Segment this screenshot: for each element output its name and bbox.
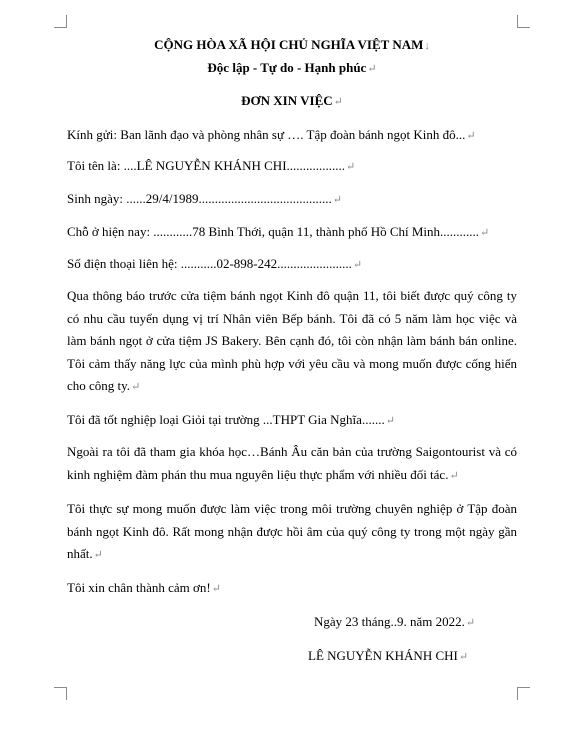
intro-paragraph — [67, 285, 517, 399]
thanks-text: Tôi xin chân thành cảm ơn! — [67, 580, 211, 595]
paragraph-mark: ↵ — [352, 259, 363, 271]
signature-line — [308, 648, 488, 665]
motto: Độc lập - Tự do - Hạnh phúc — [207, 60, 367, 75]
paragraph-mark: ↵ — [333, 96, 343, 108]
paragraph-mark: ↵ — [458, 651, 469, 663]
recipient-text: Kính gửi: Ban lãnh đạo và phòng nhân sự …. Tập đoàn bánh ngọt Kinh đô... — [67, 127, 466, 142]
phone-text: Số điện thoại liên hệ: ...........02-898-242....................... — [67, 256, 352, 271]
national-title: CỘNG HÒA XÃ HỘI CHỦ NGHĨA VIỆT NAM — [154, 37, 424, 52]
dob-line — [67, 191, 517, 208]
paragraph-mark: ↵ — [465, 617, 476, 629]
intro-text: Qua thông báo trước cửa tiệm bánh ngọt Kinh đô quận 11, tôi biết được quý công ty có nhu cầu tuyển dụng vị trí Nhân viên Bếp bánh. Tôi đã có 5 năm làm học việc và làm bánh ngọt ở cửa tiệm JS Bakery. Bên cạnh đó, tôi còn nhận làm bánh bán online. Tôi cảm thấy năng lực của mình phù hợp với yêu cầu và mong muốn được cống hiến cho công ty. — [67, 288, 517, 393]
name-text: Tôi tên là: ....LÊ NGUYỄN KHÁNH CHI.................. — [67, 158, 346, 173]
signature-name: LÊ NGUYỄN KHÁNH CHI — [308, 648, 458, 663]
wish-paragraph — [67, 498, 517, 567]
paragraph-mark: ↵ — [466, 130, 476, 142]
thanks-paragraph — [67, 577, 517, 601]
phone-line — [67, 256, 517, 273]
recipient-line — [67, 127, 517, 144]
address-line — [67, 224, 517, 241]
paragraph-mark: ↵ — [211, 583, 221, 595]
paragraph-mark: ↵ — [346, 161, 356, 173]
training-paragraph — [67, 441, 517, 487]
paragraph-mark: ↵ — [385, 415, 395, 427]
paragraph-mark: ↵ — [131, 381, 141, 393]
line-break-mark: ↓ — [424, 40, 430, 52]
education-paragraph — [67, 409, 517, 433]
date-text: Ngày 23 tháng..9. năm 2022. — [314, 614, 465, 629]
national-title-line — [67, 37, 517, 54]
address-text: Chỗ ở hiện nay: ............78 Bình Thới, quận 11, thành phố Hồ Chí Minh............ — [67, 224, 480, 239]
education-text: Tôi đã tốt nghiệp loại Giỏi tại trường ...THPT Gia Nghĩa....... — [67, 412, 385, 427]
document-title-line — [67, 93, 517, 110]
paragraph-mark: ↵ — [332, 194, 342, 206]
paragraph-mark: ↵ — [367, 63, 377, 75]
wish-text: Tôi thực sự mong muốn được làm việc trong môi trường chuyên nghiệp ở Tập đoàn bánh ngọt Kinh đô. Rất mong nhận được hồi âm của quý công ty trong một ngày gần nhất. — [67, 501, 517, 561]
paragraph-mark: ↵ — [449, 469, 459, 482]
training-text: Ngoài ra tôi đã tham gia khóa học…Bánh Âu căn bản của trường Saigontourist và có kinh nghiệm đàm phán thu mua nguyên liệu thực phẩm với nhiều đối tác. — [67, 444, 517, 482]
dob-text: Sinh ngày: ......29/4/1989......................................... — [67, 191, 332, 206]
page-corner-bottom-right — [517, 687, 530, 700]
paragraph-mark: ↵ — [480, 227, 490, 239]
date-line — [314, 614, 494, 631]
motto-line — [67, 60, 517, 77]
name-line — [67, 158, 517, 175]
page-corner-bottom-left — [54, 687, 67, 700]
document-title: ĐƠN XIN VIỆC — [241, 93, 333, 108]
page-corner-top-left — [54, 15, 67, 28]
paragraph-mark: ↵ — [93, 549, 103, 561]
page-corner-top-right — [517, 15, 530, 28]
